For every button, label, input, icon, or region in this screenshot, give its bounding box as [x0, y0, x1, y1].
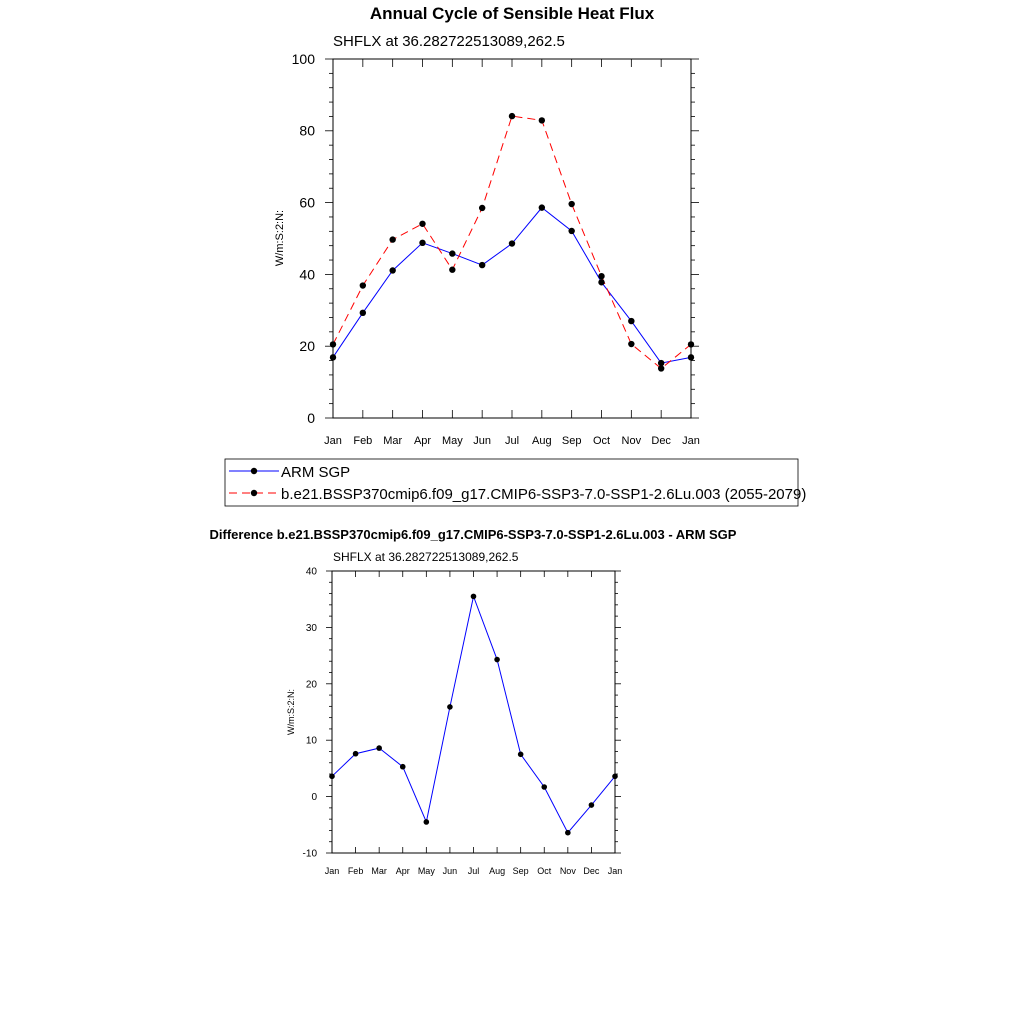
x-tick-label: Aug: [532, 435, 552, 447]
x-tick-label: Sep: [512, 866, 529, 876]
x-tick-label: Aug: [489, 866, 506, 876]
x-tick-label: Sep: [561, 435, 582, 447]
x-tick-label: Oct: [537, 866, 552, 876]
series-2-point: [449, 267, 455, 273]
series-1-point: [449, 250, 455, 256]
series-1-point: [494, 657, 500, 663]
series-1-point: [376, 745, 382, 751]
x-tick-label: Mar: [383, 435, 403, 447]
x-tick-label: May: [441, 435, 463, 447]
legend-label-model: b.e21.BSSP370cmip6.f09_g17.CMIP6-SSP3-7.0-SSP1-2.6Lu.003 (2055-2079): [281, 486, 807, 503]
series-2-point: [389, 236, 395, 242]
x-tick-label: Apr: [395, 866, 410, 876]
series-1-point: [539, 204, 545, 210]
series-1-point: [565, 830, 571, 836]
series-2-point: [598, 273, 604, 279]
series-1-point: [628, 318, 634, 324]
x-tick-label: Feb: [353, 435, 373, 447]
y-tick-label: 40: [299, 266, 315, 283]
y-tick-label: 30: [305, 622, 317, 634]
x-tick-label: Jun: [442, 866, 458, 876]
series-1-point: [400, 764, 406, 770]
x-tick-label: Dec: [651, 435, 671, 447]
x-tick-label: Feb: [347, 866, 364, 876]
x-tick-label: Jul: [504, 435, 520, 447]
series-1-point: [688, 354, 694, 360]
series-1-point: [612, 773, 618, 779]
chart-subtitle: SHFLX at 36.282722513089,262.5: [333, 33, 565, 50]
series-2-point: [330, 341, 336, 347]
x-tick-label: Jan: [607, 866, 623, 876]
x-tick-label: Jun: [473, 435, 492, 447]
x-tick-label: Jan: [682, 435, 700, 447]
series-2-point: [509, 113, 515, 119]
series-2-point: [539, 117, 545, 123]
chart-title: Annual Cycle of Sensible Heat Flux: [369, 4, 655, 23]
difference-chart-subtitle: SHFLX at 36.282722513089,262.5: [333, 550, 519, 564]
x-tick-label: Jan: [324, 866, 340, 876]
y-tick-label: 40: [305, 566, 317, 578]
x-tick-label: Oct: [592, 435, 611, 447]
series-2-point: [688, 341, 694, 347]
series-2-point: [419, 221, 425, 227]
series-1-point: [447, 704, 453, 710]
series-1-point: [568, 228, 574, 234]
y-tick-label: 20: [299, 338, 315, 355]
series-1-point: [589, 802, 595, 808]
y-tick-label: -10: [302, 848, 317, 860]
series-1-point: [330, 354, 336, 360]
x-tick-label: Apr: [413, 435, 432, 447]
x-tick-label: Mar: [371, 866, 387, 876]
x-tick-label: Dec: [583, 866, 600, 876]
series-1-point: [329, 773, 335, 779]
series-1-point: [509, 240, 515, 246]
series-1-point: [424, 819, 430, 825]
series-1-point: [479, 262, 485, 268]
y-tick-label: 20: [305, 679, 317, 691]
x-tick-label: May: [417, 866, 435, 876]
series-1-point: [471, 594, 477, 600]
y-tick-label: 0: [307, 409, 315, 426]
series-1-point: [541, 784, 547, 790]
series-2-point: [360, 282, 366, 288]
series-1-point: [518, 752, 524, 758]
series-1-point: [389, 267, 395, 273]
x-tick-label: Nov: [621, 435, 642, 447]
series-2-point: [628, 341, 634, 347]
series-1-point: [419, 240, 425, 246]
series-1-point: [360, 310, 366, 316]
series-2-point: [479, 205, 485, 211]
y-tick-label: 0: [311, 792, 317, 804]
x-tick-label: Jul: [467, 866, 480, 876]
y-tick-label: 60: [299, 194, 315, 211]
y-axis-label: W/m:S:2:N:: [274, 209, 286, 267]
difference-y-axis-label: W/m:S:2:N:: [286, 688, 296, 736]
series-1-point: [598, 279, 604, 285]
legend-label-arm-sgp: ARM SGP: [281, 464, 351, 481]
legend-marker-arm-sgp: [251, 468, 257, 474]
x-tick-label: Jan: [324, 435, 342, 447]
difference-chart-title: Difference b.e21.BSSP370cmip6.f09_g17.CMIP6-SSP3-7.0-SSP1-2.6Lu.003 - ARM SGP: [209, 527, 737, 542]
legend-entry-model: [229, 486, 806, 503]
series-2-point: [658, 365, 664, 371]
legend: [225, 459, 806, 506]
x-tick-label: Nov: [559, 866, 576, 876]
y-tick-label: 80: [299, 122, 315, 139]
series-2-point: [568, 201, 574, 207]
legend-marker-model: [251, 490, 257, 496]
series-1-point: [353, 751, 359, 757]
y-tick-label: 10: [305, 735, 317, 747]
y-tick-label: 100: [291, 50, 315, 67]
